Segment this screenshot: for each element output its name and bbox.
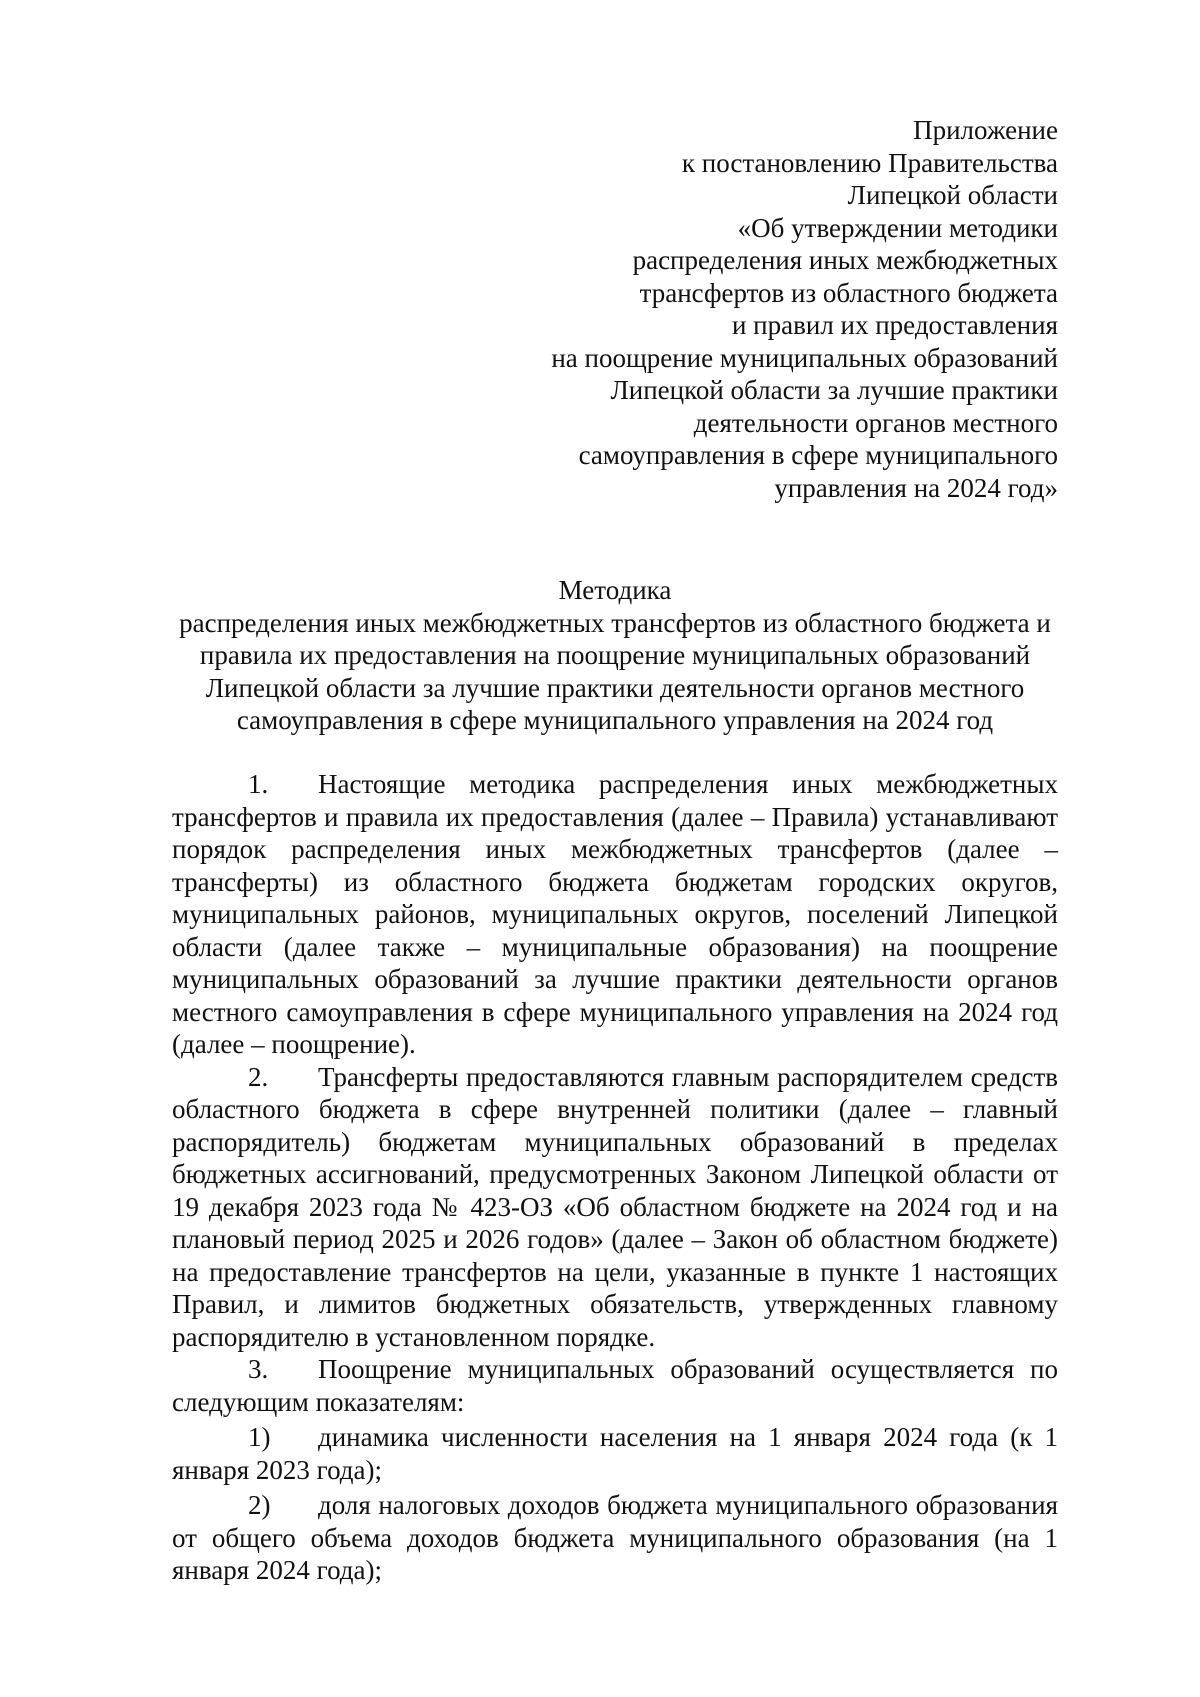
paragraph-text: Трансферты предоставляются главным распорядителем средств областного бюджета в сфере внутренней политики (далее – главный распорядитель) бюджетам муниципальных образований в пределах бюджетных ассигнований, предусмотренных Законом Липецкой области от 19 декабря 2023 года № 423-ОЗ «Об областном бюджете на 2024 год и на плановый период 2025 и 2026 годов» (далее – Закон об областном бюджете) на предоставление трансфертов на цели, указанные в пункте 1 настоящих Правил, и лимитов бюджетных обязательств, утвержденных главному распорядителю в установленном порядке.: [172, 1061, 1058, 1352]
appendix-line: трансфертов из областного бюджета: [639, 277, 1058, 308]
paragraph-text: Настоящие методика распределения иных межбюджетных трансфертов и правила их предоставления (далее – Правила) устанавливают порядок распределения иных межбюджетных трансфертов (далее – трансферты) из областного бюджета бюджетам городских округов, муниципальных районов, муниципальных округов, поселений Липецкой области (далее также – муниципальные образования) на поощрение муниципальных образований за лучшие практики деятельности органов местного самоуправления в сфере муниципального управления на 2024 год (далее – поощрение).: [172, 769, 1058, 1059]
title-heading: Методика: [558, 575, 672, 605]
paragraph-2: [172, 1061, 1058, 1354]
list-item-text: динамика численности населения на 1 января 2024 года (к 1 января 2023 года);: [172, 1422, 1058, 1485]
paragraph-3: [172, 1353, 1058, 1418]
list-item-text: доля налоговых доходов бюджета муниципального образования от общего объема доходов бюджета муниципального образования (на 1 января 2024 года);: [172, 1490, 1058, 1585]
appendix-line: управления на 2024 год»: [774, 472, 1058, 503]
list-item-number: 1): [248, 1422, 271, 1452]
title-line: правила их предоставления на поощрение муниципальных образований: [199, 640, 1031, 670]
appendix-line: «Об утверждении методики: [737, 212, 1058, 243]
paragraph-number: 1.: [248, 769, 269, 799]
appendix-line: на поощрение муниципальных образований: [551, 342, 1058, 373]
list-item-number: 2): [248, 1490, 271, 1520]
appendix-line: к постановлению Правительства: [681, 147, 1058, 178]
title-line: Липецкой области за лучшие практики деятельности органов местного: [205, 672, 1025, 703]
appendix-line: Липецкой области: [847, 180, 1058, 210]
appendix-line: и правил их предоставления: [731, 310, 1058, 340]
appendix-line: Приложение: [913, 115, 1058, 145]
appendix-line: распределения иных межбюджетных: [632, 245, 1058, 275]
list-item-1: [172, 1421, 1058, 1486]
paragraph-1: [172, 768, 1058, 1061]
title-line: самоуправления в сфере муниципального управления на 2024 год: [236, 705, 994, 735]
paragraph-number: 3.: [248, 1354, 269, 1384]
paragraph-text: Поощрение муниципальных образований осуществляется по следующим показателям:: [172, 1354, 1058, 1417]
title-line: распределения иных межбюджетных трансфертов из областного бюджета и: [179, 607, 1051, 638]
appendix-line: Липецкой области за лучшие практики: [610, 375, 1058, 405]
document-body: [172, 768, 1058, 1587]
appendix-block: [498, 114, 1058, 504]
list-item-2: [172, 1489, 1058, 1587]
appendix-line: самоуправления в сфере муниципального: [578, 440, 1058, 470]
paragraph-number: 2.: [248, 1061, 269, 1092]
document-title: [172, 574, 1058, 737]
appendix-line: деятельности органов местного: [693, 407, 1058, 438]
